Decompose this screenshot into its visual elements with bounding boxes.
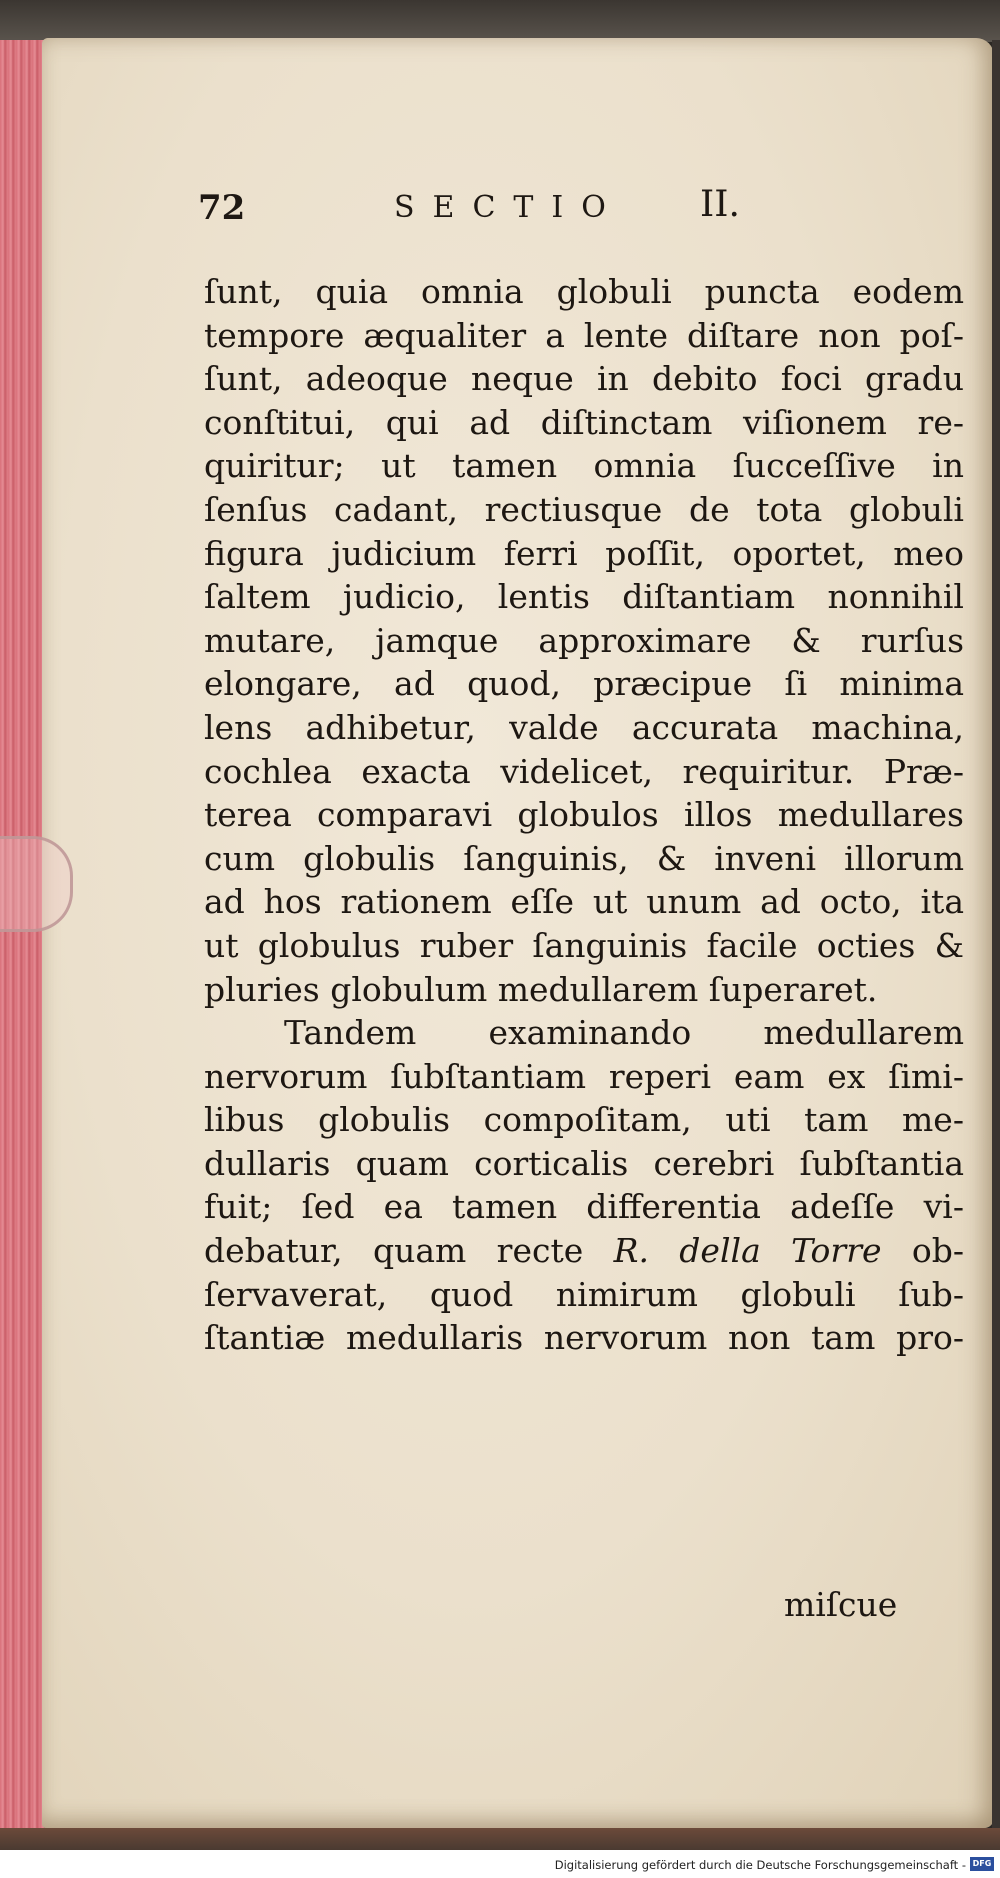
text-line: dullaris quam corticalis cerebri ſubſtantia	[204, 1143, 964, 1183]
text-line: cum globulis ſanguinis, & inveni illorum	[204, 838, 964, 878]
text-line: lens adhibetur, valde accurata machina,	[204, 707, 964, 747]
text-line: elongare, ad quod, præcipue ſi minima	[204, 664, 964, 704]
book-board-top	[0, 0, 1000, 42]
book-board-bottom	[0, 1828, 1000, 1850]
text-line: ſunt, adeoque neque in debito foci gradu	[204, 359, 964, 399]
catchword: miſcue	[784, 1585, 898, 1624]
italic-name: R. della Torre	[613, 1231, 882, 1271]
text-line: nervorum ſubſtantiam reperi eam ex ſimi-	[204, 1056, 964, 1096]
text-line: ſunt, quia omnia globuli puncta eodem	[204, 272, 964, 311]
text-segment: ob-	[881, 1231, 964, 1271]
text-line: ſervaverat, quod nimirum globuli ſub-	[204, 1274, 964, 1314]
text-line: quiritur; ut tamen omnia ſucceſſive in	[204, 446, 964, 486]
dfg-logo: DFG	[970, 1857, 994, 1871]
book-board-right	[992, 40, 1000, 1840]
text-line: libus globulis compoſitam, uti tam me-	[204, 1100, 964, 1140]
running-head: SECTIO	[394, 190, 624, 225]
text-line-with-italic	[204, 1229, 964, 1273]
funding-credit: Digitalisierung gefördert durch die Deutsche Forschungsgemeinschaft -	[554, 1858, 966, 1872]
red-page-edge	[0, 40, 46, 1840]
text-line: mutare, jamque approximare & rurſus	[204, 620, 964, 660]
text-line: ad hos rationem eſſe ut unum ad octo, ita	[204, 882, 964, 922]
text-line: tempore æqualiter a lente diſtare non poſ-	[204, 315, 964, 355]
text-line: ſaltem judicio, lentis diſtantiam nonnihil	[204, 577, 964, 617]
running-head-number: II.	[700, 184, 740, 225]
text-line: cochlea exacta videlicet, requiritur. Præ-	[204, 751, 964, 791]
page-number: 72	[198, 188, 246, 228]
text-line: pluries globulum medullarem ſuperaret.	[204, 969, 878, 1009]
text-line: terea comparavi globulos illos medullares	[204, 795, 964, 835]
text-line: ſenſus cadant, rectiusque de tota globuli	[204, 489, 964, 529]
text-segment: debatur, quam recte	[204, 1231, 614, 1271]
text-line: conſtitui, qui ad diſtinctam viſionem re-	[204, 402, 964, 442]
page-clip	[0, 836, 73, 932]
body-text	[204, 270, 964, 1360]
text-line-paragraph-start: Tandem examinando medullarem	[284, 1013, 964, 1053]
text-line: ſtantiæ medullaris nervorum non tam pro-	[204, 1318, 964, 1358]
text-line: fuit; ſed ea tamen differentia adeſſe vi-	[204, 1187, 964, 1227]
text-line: figura judicium ferri poſſit, oportet, meo	[204, 533, 964, 573]
text-line: ut globulus ruber ſanguinis facile octies &	[204, 925, 964, 965]
